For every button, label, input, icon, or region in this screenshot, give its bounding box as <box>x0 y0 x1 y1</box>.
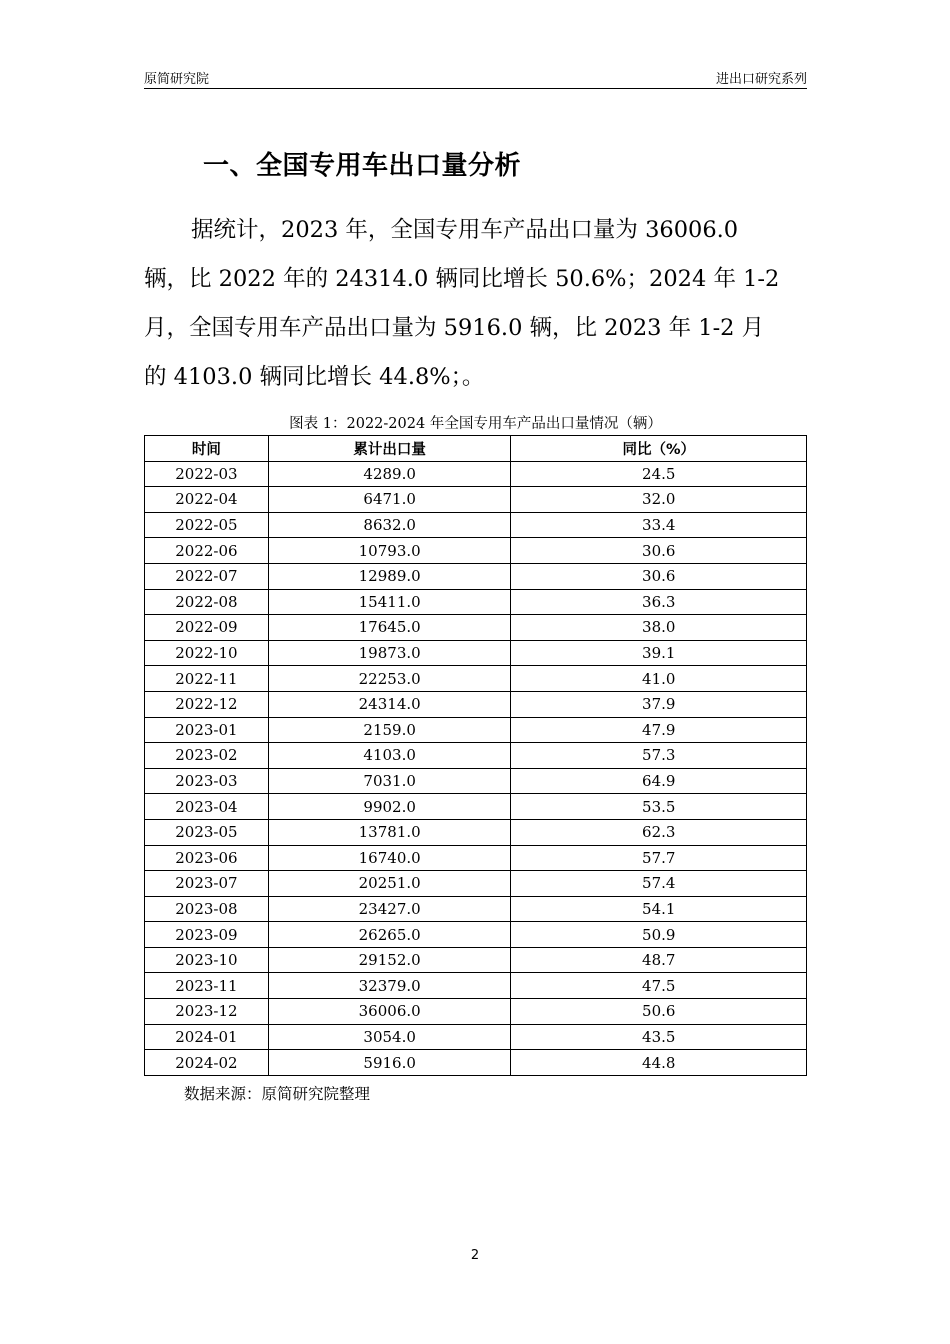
cell-time: 2023-06 <box>145 845 269 871</box>
table-row <box>145 666 807 692</box>
cell-time: 2023-08 <box>145 896 269 922</box>
cell-cumulative-exports: 22253.0 <box>268 666 511 692</box>
export-volume-table <box>144 435 807 1076</box>
body-paragraph <box>144 206 807 402</box>
cell-yoy: 47.9 <box>511 717 807 743</box>
header-org: 原简研究院 <box>144 72 210 87</box>
table-caption: 图表 1：2022-2024 年全国专用车产品出口量情况（辆） <box>289 416 662 432</box>
cell-yoy: 54.1 <box>511 896 807 922</box>
section-title: 一、全国专用车出口量分析 <box>203 151 522 181</box>
cell-yoy: 50.6 <box>511 999 807 1025</box>
cell-yoy: 32.0 <box>511 487 807 513</box>
table-row <box>145 947 807 973</box>
cell-yoy: 39.1 <box>511 640 807 666</box>
cell-yoy: 41.0 <box>511 666 807 692</box>
cell-cumulative-exports: 29152.0 <box>268 947 511 973</box>
cell-cumulative-exports: 32379.0 <box>268 973 511 999</box>
cell-yoy: 62.3 <box>511 819 807 845</box>
cell-time: 2022-07 <box>145 563 269 589</box>
cell-cumulative-exports: 10793.0 <box>268 538 511 564</box>
cell-yoy: 47.5 <box>511 973 807 999</box>
paragraph-line: 辆，比 2022 年的 24314.0 辆同比增长 50.6%；2024 年 1-2 <box>144 266 780 292</box>
cell-yoy: 30.6 <box>511 563 807 589</box>
cell-time: 2022-10 <box>145 640 269 666</box>
table-row <box>145 538 807 564</box>
table-row <box>145 487 807 513</box>
table-row <box>145 615 807 641</box>
table-row <box>145 461 807 487</box>
cell-yoy: 48.7 <box>511 947 807 973</box>
table-row <box>145 563 807 589</box>
cell-yoy: 57.7 <box>511 845 807 871</box>
table-row <box>145 999 807 1025</box>
cell-cumulative-exports: 9902.0 <box>268 794 511 820</box>
cell-cumulative-exports: 4103.0 <box>268 743 511 769</box>
cell-yoy: 44.8 <box>511 1050 807 1076</box>
header-yoy: 同比（%） <box>511 436 807 462</box>
cell-time: 2023-03 <box>145 768 269 794</box>
cell-time: 2022-12 <box>145 691 269 717</box>
cell-cumulative-exports: 8632.0 <box>268 512 511 538</box>
table-body <box>145 461 807 1075</box>
table-row <box>145 871 807 897</box>
cell-cumulative-exports: 6471.0 <box>268 487 511 513</box>
cell-cumulative-exports: 4289.0 <box>268 461 511 487</box>
paragraph-line: 据统计，2023 年，全国专用车产品出口量为 36006.0 <box>191 217 739 243</box>
cell-cumulative-exports: 20251.0 <box>268 871 511 897</box>
cell-time: 2022-08 <box>145 589 269 615</box>
cell-time: 2023-05 <box>145 819 269 845</box>
cell-time: 2023-02 <box>145 743 269 769</box>
cell-cumulative-exports: 17645.0 <box>268 615 511 641</box>
cell-time: 2022-03 <box>145 461 269 487</box>
table-row <box>145 589 807 615</box>
cell-yoy: 37.9 <box>511 691 807 717</box>
cell-time: 2023-12 <box>145 999 269 1025</box>
cell-time: 2022-09 <box>145 615 269 641</box>
cell-time: 2022-04 <box>145 487 269 513</box>
cell-yoy: 57.3 <box>511 743 807 769</box>
data-source-note: 数据来源：原简研究院整理 <box>184 1085 371 1103</box>
cell-time: 2022-05 <box>145 512 269 538</box>
cell-time: 2024-01 <box>145 1024 269 1050</box>
cell-cumulative-exports: 15411.0 <box>268 589 511 615</box>
table-row <box>145 896 807 922</box>
cell-time: 2023-04 <box>145 794 269 820</box>
table-header-row <box>145 436 807 462</box>
cell-cumulative-exports: 36006.0 <box>268 999 511 1025</box>
header-series: 进出口研究系列 <box>715 72 807 87</box>
cell-time: 2022-06 <box>145 538 269 564</box>
table-row <box>145 640 807 666</box>
table-row <box>145 819 807 845</box>
cell-time: 2022-11 <box>145 666 269 692</box>
cell-yoy: 53.5 <box>511 794 807 820</box>
table-row <box>145 973 807 999</box>
cell-cumulative-exports: 26265.0 <box>268 922 511 948</box>
cell-time: 2023-01 <box>145 717 269 743</box>
cell-yoy: 57.4 <box>511 871 807 897</box>
table-row <box>145 1050 807 1076</box>
table-row <box>145 512 807 538</box>
cell-cumulative-exports: 24314.0 <box>268 691 511 717</box>
table-row <box>145 768 807 794</box>
cell-yoy: 30.6 <box>511 538 807 564</box>
cell-cumulative-exports: 16740.0 <box>268 845 511 871</box>
cell-time: 2024-02 <box>145 1050 269 1076</box>
paragraph-line: 月，全国专用车产品出口量为 5916.0 辆，比 2023 年 1-2 月 <box>144 315 765 341</box>
cell-yoy: 50.9 <box>511 922 807 948</box>
cell-cumulative-exports: 5916.0 <box>268 1050 511 1076</box>
table-row <box>145 691 807 717</box>
table-row <box>145 794 807 820</box>
cell-cumulative-exports: 23427.0 <box>268 896 511 922</box>
cell-time: 2023-07 <box>145 871 269 897</box>
cell-yoy: 43.5 <box>511 1024 807 1050</box>
cell-time: 2023-09 <box>145 922 269 948</box>
cell-yoy: 33.4 <box>511 512 807 538</box>
table-row <box>145 845 807 871</box>
cell-time: 2023-10 <box>145 947 269 973</box>
paragraph-line: 的 4103.0 辆同比增长 44.8%；。 <box>144 364 485 390</box>
table-row <box>145 922 807 948</box>
table-row <box>145 743 807 769</box>
cell-yoy: 38.0 <box>511 615 807 641</box>
cell-yoy: 24.5 <box>511 461 807 487</box>
cell-cumulative-exports: 7031.0 <box>268 768 511 794</box>
table-row <box>145 717 807 743</box>
cell-cumulative-exports: 13781.0 <box>268 819 511 845</box>
header-time: 时间 <box>145 436 269 462</box>
header-cumulative-exports: 累计出口量 <box>268 436 511 462</box>
cell-time: 2023-11 <box>145 973 269 999</box>
cell-cumulative-exports: 2159.0 <box>268 717 511 743</box>
table-row <box>145 1024 807 1050</box>
cell-cumulative-exports: 19873.0 <box>268 640 511 666</box>
page-number: 2 <box>470 1248 480 1263</box>
cell-cumulative-exports: 3054.0 <box>268 1024 511 1050</box>
cell-yoy: 64.9 <box>511 768 807 794</box>
cell-yoy: 36.3 <box>511 589 807 615</box>
page-header <box>144 68 807 89</box>
cell-cumulative-exports: 12989.0 <box>268 563 511 589</box>
